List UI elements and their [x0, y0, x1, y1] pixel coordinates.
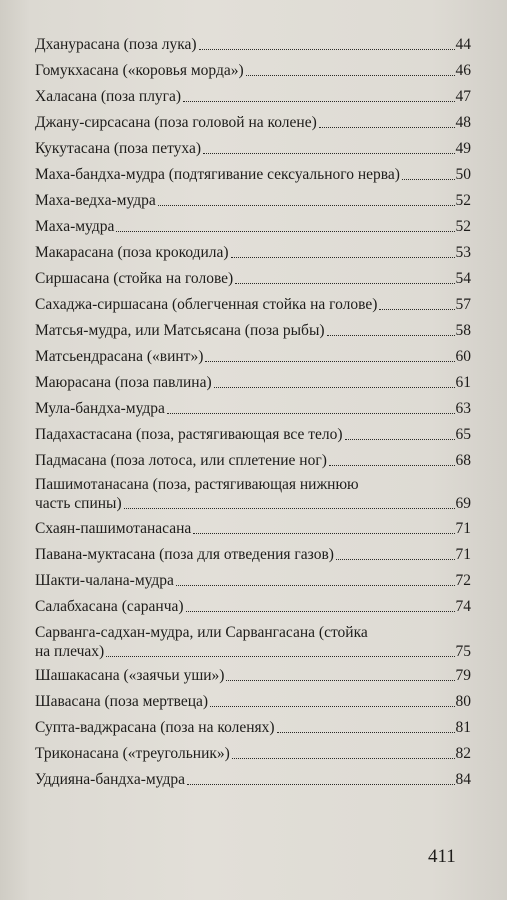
toc-entry	[35, 321, 471, 340]
toc-entry	[35, 692, 471, 711]
dot-leader	[158, 205, 455, 206]
toc-entry	[35, 770, 471, 789]
toc-entry-page: 60	[455, 348, 471, 365]
toc-entry-page: 80	[455, 693, 471, 710]
toc-entry	[35, 217, 471, 236]
dot-leader	[167, 413, 455, 414]
toc-entry-page: 69	[455, 495, 471, 512]
dot-leader	[379, 309, 454, 310]
toc-entry-title-continued: на плечах)	[35, 643, 105, 660]
dot-leader	[193, 533, 454, 534]
toc-entry-page: 48	[455, 114, 471, 131]
dot-leader	[106, 656, 454, 657]
toc-entry-page: 82	[455, 745, 471, 762]
dot-leader	[319, 127, 455, 128]
toc-entry-title: Падмасана (поза лотоса, или сплетение ног)	[35, 452, 327, 469]
dot-leader	[183, 101, 454, 102]
toc-entry-title: Схаян-пашимотанасана	[35, 520, 192, 537]
toc-entry-title: Шашакасана («заячьи уши»)	[35, 667, 225, 684]
toc-entry	[35, 87, 471, 106]
toc-entry-title: Макарасана (поза крокодила)	[35, 244, 229, 261]
toc-entry-title: Шакти-чалана-мудра	[35, 572, 174, 589]
dot-leader	[203, 153, 455, 154]
toc-entry-title: Шавасана (поза мертвеца)	[35, 693, 209, 710]
toc-entry-title: Сарванга-садхан-мудра, или Сарвангасана (стойка	[35, 624, 368, 641]
toc-entry-title: Пашимотанасана (поза, растягивающая нижнюю	[35, 476, 359, 493]
toc-entry-title: Мула-бандха-мудра	[35, 400, 165, 417]
toc-entry	[35, 113, 471, 132]
toc-entry-title: Кукутасана (поза петуха)	[35, 140, 201, 157]
toc-entry-page: 46	[455, 62, 471, 79]
toc-entry	[35, 347, 471, 366]
toc-entry	[35, 295, 471, 314]
toc-entry	[35, 139, 471, 158]
toc-entry-page: 53	[455, 244, 471, 261]
toc-entry-title: Маха-бандха-мудра (подтягивание сексуального нерва)	[35, 166, 400, 183]
toc-entry	[35, 519, 471, 538]
toc-entry-title: Триконасана («треугольник»)	[35, 745, 230, 762]
dot-leader	[199, 49, 455, 50]
toc-entry-title: Халасана (поза плуга)	[35, 88, 182, 105]
dot-leader	[345, 439, 455, 440]
toc-entry-title: Сиршасана (стойка на голове)	[35, 270, 234, 287]
toc-entry-title: Маха-мудра	[35, 218, 115, 235]
toc-entry-page: 71	[455, 546, 471, 563]
toc-entry-page: 68	[455, 452, 471, 469]
dot-leader	[116, 231, 454, 232]
toc-entry-page: 57	[455, 296, 471, 313]
toc-entry	[35, 475, 471, 513]
dot-leader	[124, 508, 455, 509]
toc-entry-title: Дханурасана (поза лука)	[35, 36, 197, 53]
toc-entry-title: Гомукхасана («коровья морда»)	[35, 62, 244, 79]
toc-entry-page: 58	[455, 322, 471, 339]
toc-entry-page: 65	[455, 426, 471, 443]
dot-leader	[231, 257, 455, 258]
page-number: 411	[428, 846, 456, 867]
dot-leader	[327, 335, 455, 336]
toc-entry-title-continued: часть спины)	[35, 495, 122, 512]
toc-entry-title: Матсья-мудра, или Матсьясана (поза рыбы)	[35, 322, 325, 339]
toc-entry-page: 63	[455, 400, 471, 417]
toc-entry-page: 75	[455, 643, 471, 660]
toc-entry-title: Уддияна-бандха-мудра	[35, 771, 185, 788]
toc-entry-page: 61	[455, 374, 471, 391]
toc-entry	[35, 61, 471, 80]
toc-entry	[35, 399, 471, 418]
toc-entry-title: Маюрасана (поза павлина)	[35, 374, 212, 391]
toc-entry-page: 74	[455, 598, 471, 615]
dot-leader	[246, 75, 455, 76]
dot-leader	[176, 585, 455, 586]
toc-entry	[35, 373, 471, 392]
toc-entry-page: 81	[455, 719, 471, 736]
dot-leader	[210, 706, 454, 707]
toc-entry-title: Сахаджа-сиршасана (облегченная стойка на голове)	[35, 296, 378, 313]
toc-entry-page: 50	[455, 166, 471, 183]
dot-leader	[277, 732, 455, 733]
toc-entry-title: Павана-муктасана (поза для отведения газов)	[35, 546, 334, 563]
toc-entry	[35, 623, 471, 661]
toc-entry	[35, 545, 471, 564]
dot-leader	[232, 758, 455, 759]
toc-entry-title: Матсьендрасана («винт»)	[35, 348, 204, 365]
dot-leader	[205, 361, 454, 362]
toc-entry-page: 72	[455, 572, 471, 589]
toc-entry-page: 52	[455, 192, 471, 209]
dot-leader	[226, 680, 454, 681]
toc-entry-page: 71	[455, 520, 471, 537]
dot-leader	[186, 611, 455, 612]
toc-entry-page: 54	[455, 270, 471, 287]
dot-leader	[329, 465, 455, 466]
toc-entry-page: 79	[455, 667, 471, 684]
toc-entry-title: Маха-ведха-мудра	[35, 192, 156, 209]
toc-entry-title: Падахастасана (поза, растягивающая все тело)	[35, 426, 343, 443]
toc-entry-page: 49	[455, 140, 471, 157]
dot-leader	[402, 179, 455, 180]
toc-entry	[35, 165, 471, 184]
toc-entry	[35, 451, 471, 470]
dot-leader	[336, 559, 455, 560]
toc-entry	[35, 243, 471, 262]
toc-entry	[35, 571, 471, 590]
toc-entry-title: Салабхасана (саранча)	[35, 598, 184, 615]
toc-entry-page: 44	[455, 36, 471, 53]
table-of-contents	[35, 35, 471, 789]
toc-entry	[35, 35, 471, 54]
toc-entry	[35, 191, 471, 210]
toc-entry	[35, 425, 471, 444]
toc-entry-page: 52	[455, 218, 471, 235]
toc-entry-title: Джану-сирсасана (поза головой на колене)	[35, 114, 317, 131]
toc-entry	[35, 269, 471, 288]
toc-entry-page: 47	[455, 88, 471, 105]
toc-entry-title: Супта-ваджрасана (поза на коленях)	[35, 719, 275, 736]
dot-leader	[214, 387, 455, 388]
toc-entry	[35, 718, 471, 737]
dot-leader	[187, 784, 455, 785]
toc-entry-page: 84	[455, 771, 471, 788]
toc-entry	[35, 666, 471, 685]
toc-entry	[35, 744, 471, 763]
toc-entry	[35, 597, 471, 616]
dot-leader	[235, 283, 454, 284]
